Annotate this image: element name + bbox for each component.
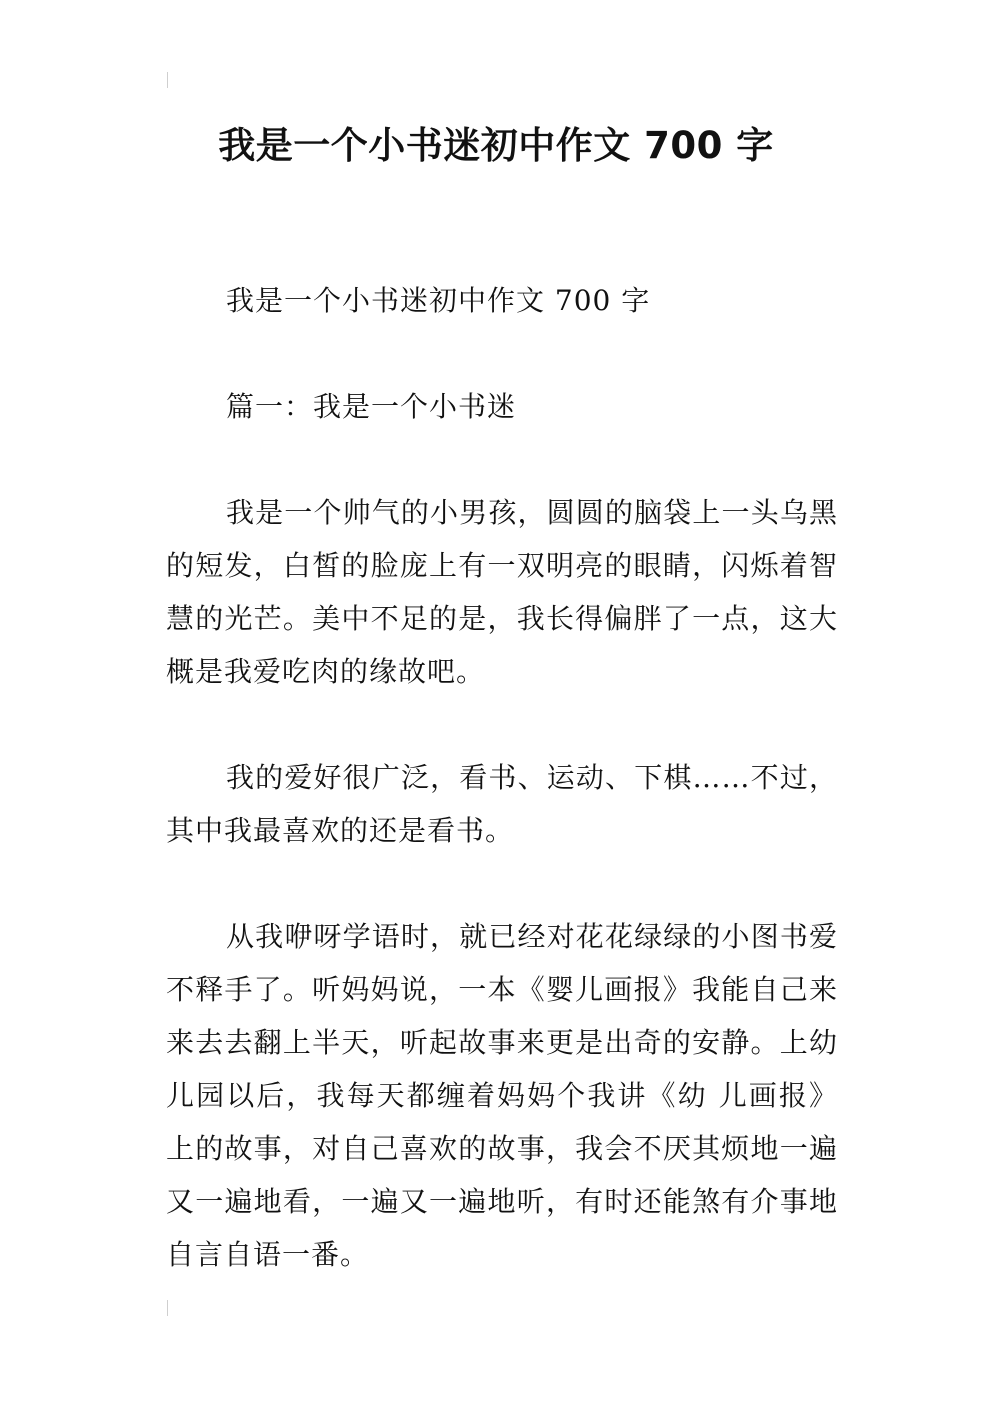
paragraph-2: 我的爱好很广泛，看书、运动、下棋……不过，其中我最喜欢的还是看书。: [166, 761, 838, 847]
document-body: [166, 274, 838, 1281]
crop-mark-bottom: [167, 1300, 168, 1316]
document-title: 我是一个小书迷初中作文 700 字: [218, 124, 774, 167]
paragraph-subtitle: 我是一个小书迷初中作文 700 字: [226, 284, 651, 317]
paragraph-1: 我是一个帅气的小男孩，圆圆的脑袋上一头乌黑的短发，白皙的脸庞上有一双明亮的眼睛，闪烁着智慧的光芒。美中不足的是，我长得偏胖了一点，这大概是我爱吃肉的缘故吧。: [166, 496, 838, 688]
crop-mark-top: [167, 72, 168, 88]
paragraph-chapter-heading: 篇一：我是一个小书迷: [226, 390, 517, 423]
paragraph-3: 从我咿呀学语时，就已经对花花绿绿的小图书爱不释手了。听妈妈说，一本《婴儿画报》我能自己来来去去翻上半天，听起故事来更是出奇的安静。上幼儿园以后，我每天都缠着妈妈个我讲《幼 儿画报》上的故事，对自己喜欢的故事，我会不厌其烦地一遍又一遍地看，一遍又一遍地听，有时还能煞有介事地自言自语一番。: [166, 920, 838, 1271]
